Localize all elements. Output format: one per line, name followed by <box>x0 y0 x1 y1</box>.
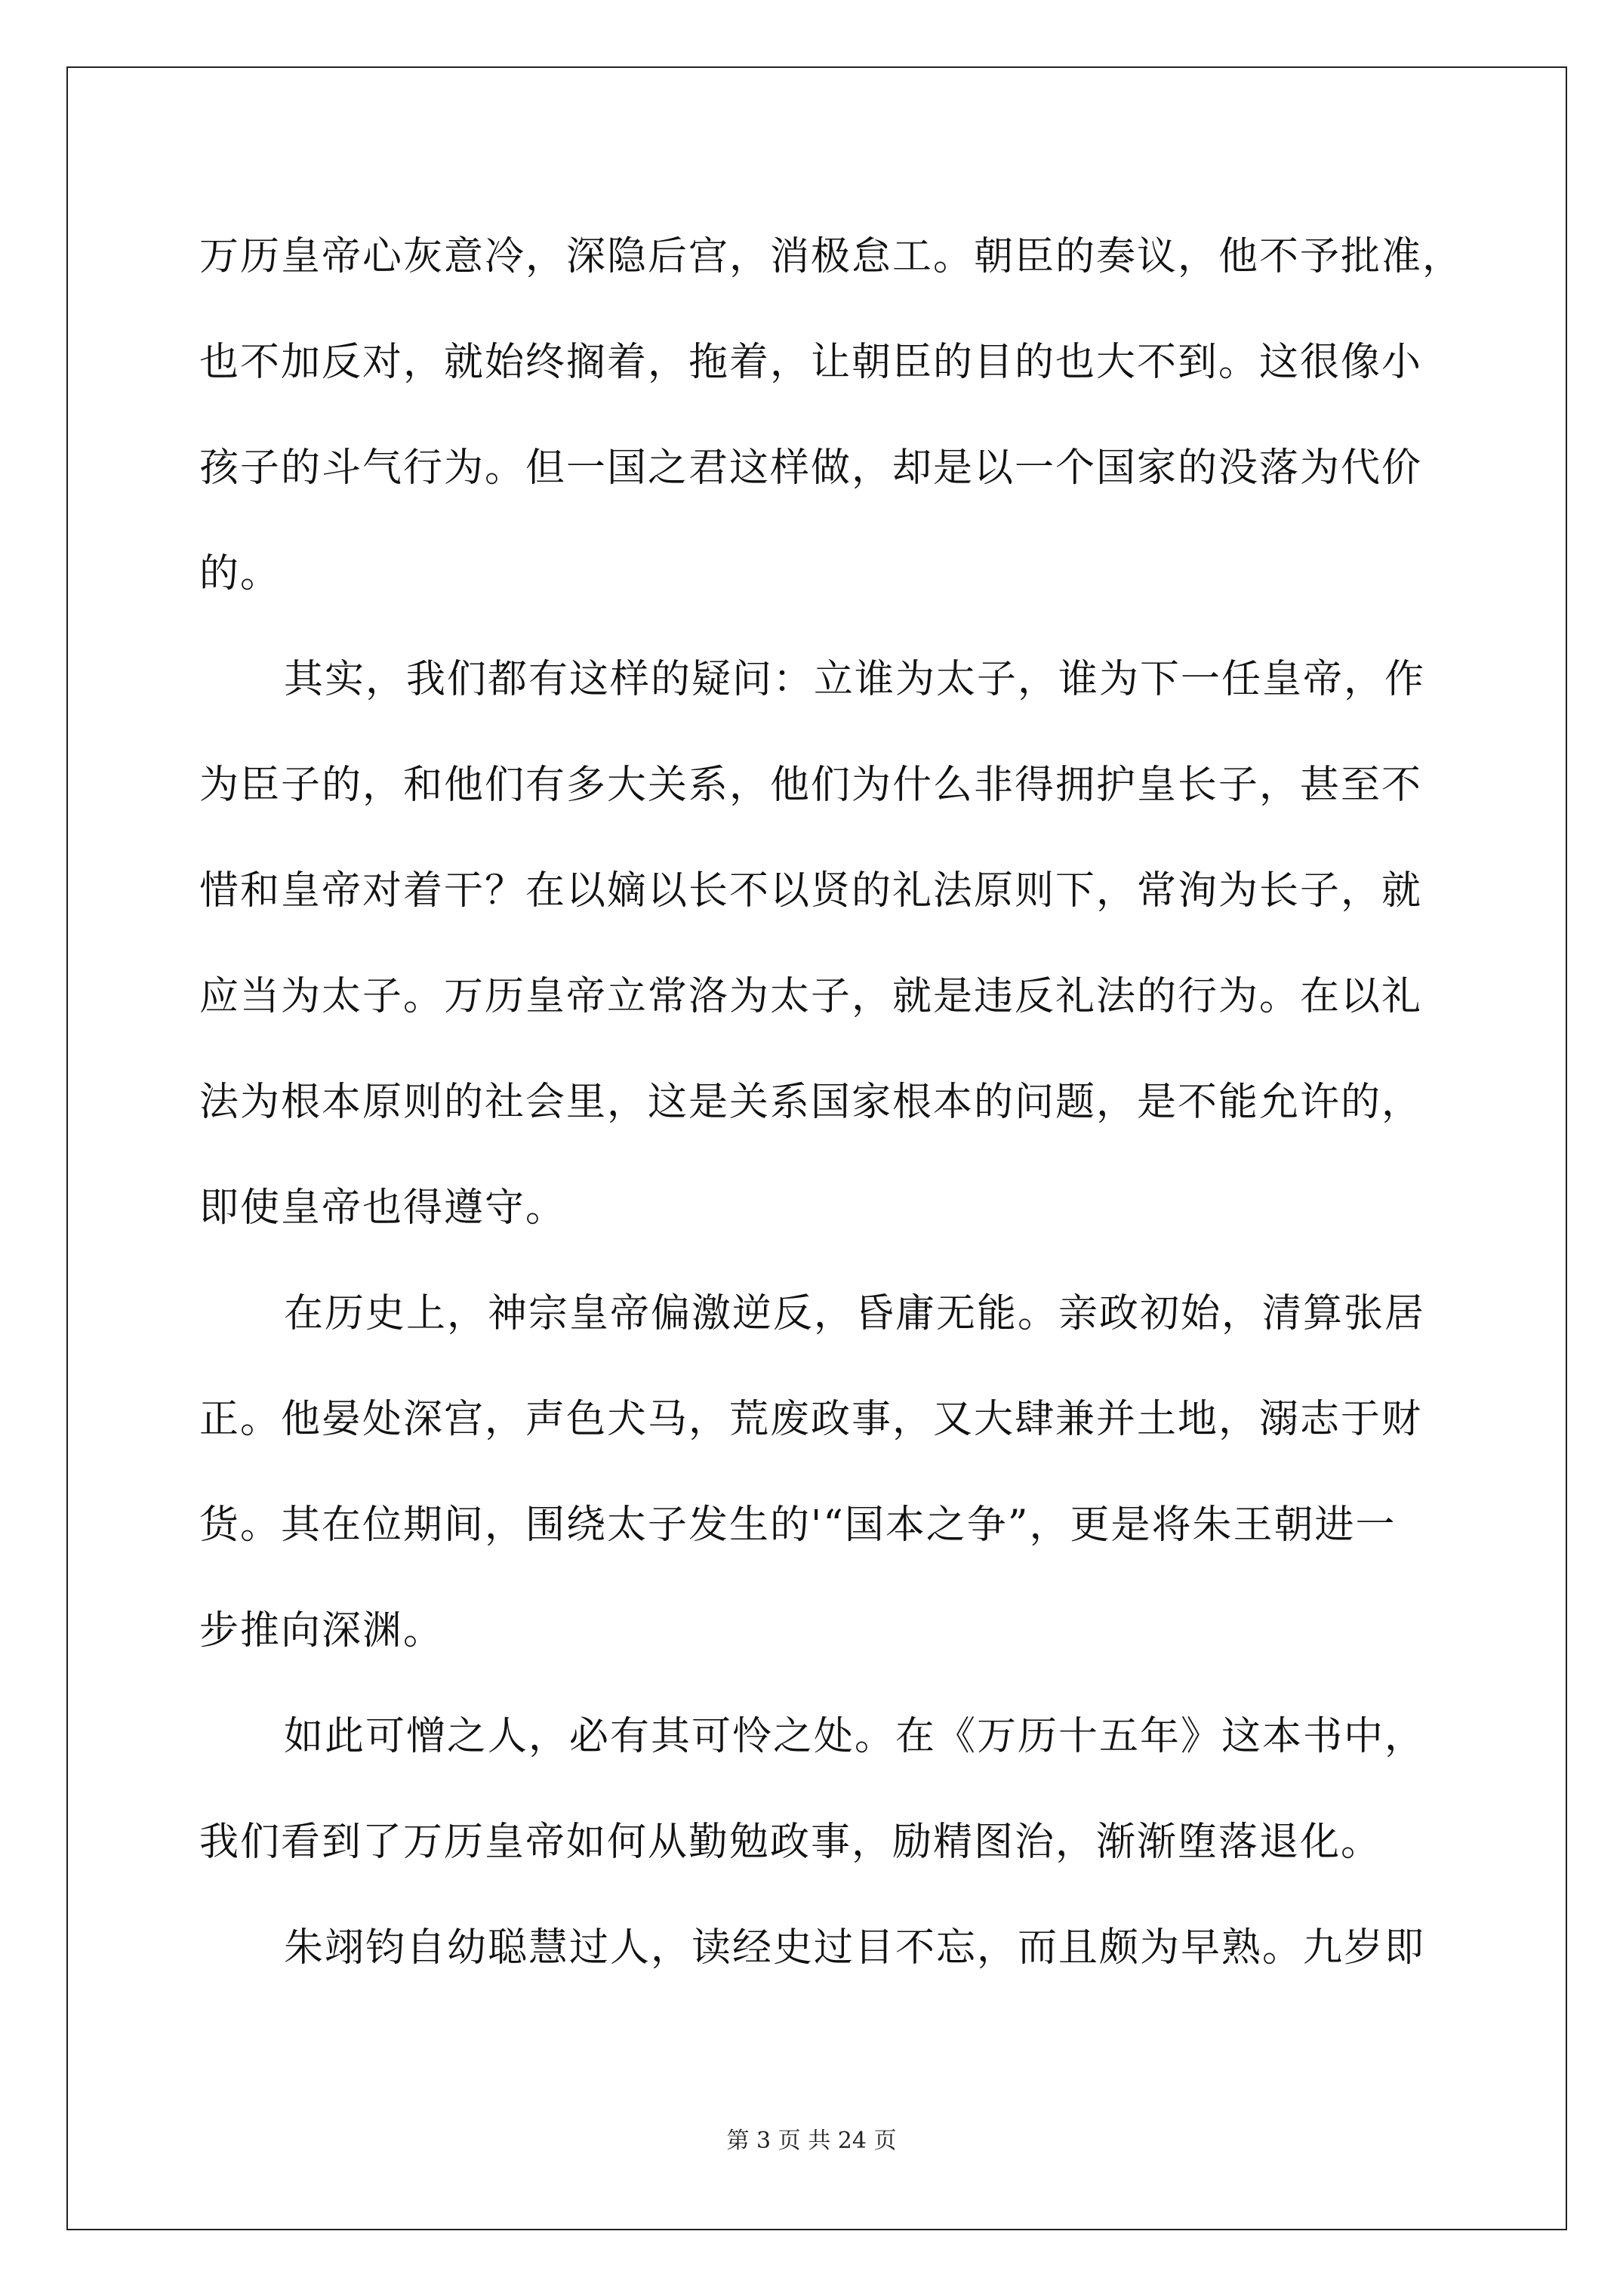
text-line: 也不加反对，就始终搁着，拖着，让朝臣的目的也大不到。这很像小 <box>199 340 1423 385</box>
text-line: 步推向深渊。 <box>199 1608 445 1653</box>
text-line: 孩子的斗气行为。但一国之君这样做，却是以一个国家的没落为代价 <box>199 445 1423 491</box>
text-line: 朱翊钧自幼聪慧过人，读经史过目不忘，而且颇为早熟。九岁即 <box>284 1925 1426 1971</box>
text-line: 其实，我们都有这样的疑问：立谁为太子，谁为下一任皇帝，作 <box>284 657 1426 702</box>
text-line: 万历皇帝心灰意冷，深隐后宫，消极怠工。朝臣的奏议，他不予批准， <box>199 234 1464 279</box>
text-line: 应当为太子。万历皇帝立常洛为太子，就是违反礼法的行为。在以礼 <box>199 974 1423 1019</box>
text-line: 即使皇帝也得遵守。 <box>199 1185 567 1231</box>
text-line: 的。 <box>199 551 282 596</box>
text-line: 正。他晏处深宫，声色犬马，荒废政事，又大肆兼并土地，溺志于财 <box>199 1397 1423 1442</box>
text-line: 我们看到了万历皇帝如何从勤勉政事，励精图治，渐渐堕落退化。 <box>199 1820 1382 1865</box>
text-line: 如此可憎之人，必有其可怜之处。在《万历十五年》这本书中， <box>284 1714 1426 1759</box>
text-line: 法为根本原则的社会里，这是关系国家根本的问题，是不能允许的， <box>199 1080 1423 1125</box>
text-line: 货。其在位期间，围绕太子发生的'“国本之争”，更是将朱王朝进一 <box>199 1502 1397 1548</box>
text-line: 为臣子的，和他们有多大关系，他们为什么非得拥护皇长子，甚至不 <box>199 763 1423 808</box>
page-number-footer: 第 3 页 共 24 页 <box>726 2128 897 2154</box>
text-line: 惜和皇帝对着干？在以嫡以长不以贤的礼法原则下，常洵为长子，就 <box>199 868 1423 914</box>
document-body <box>199 204 1467 2001</box>
text-line: 在历史上，神宗皇帝偏激逆反，昏庸无能。亲政初始，清算张居 <box>284 1291 1426 1336</box>
